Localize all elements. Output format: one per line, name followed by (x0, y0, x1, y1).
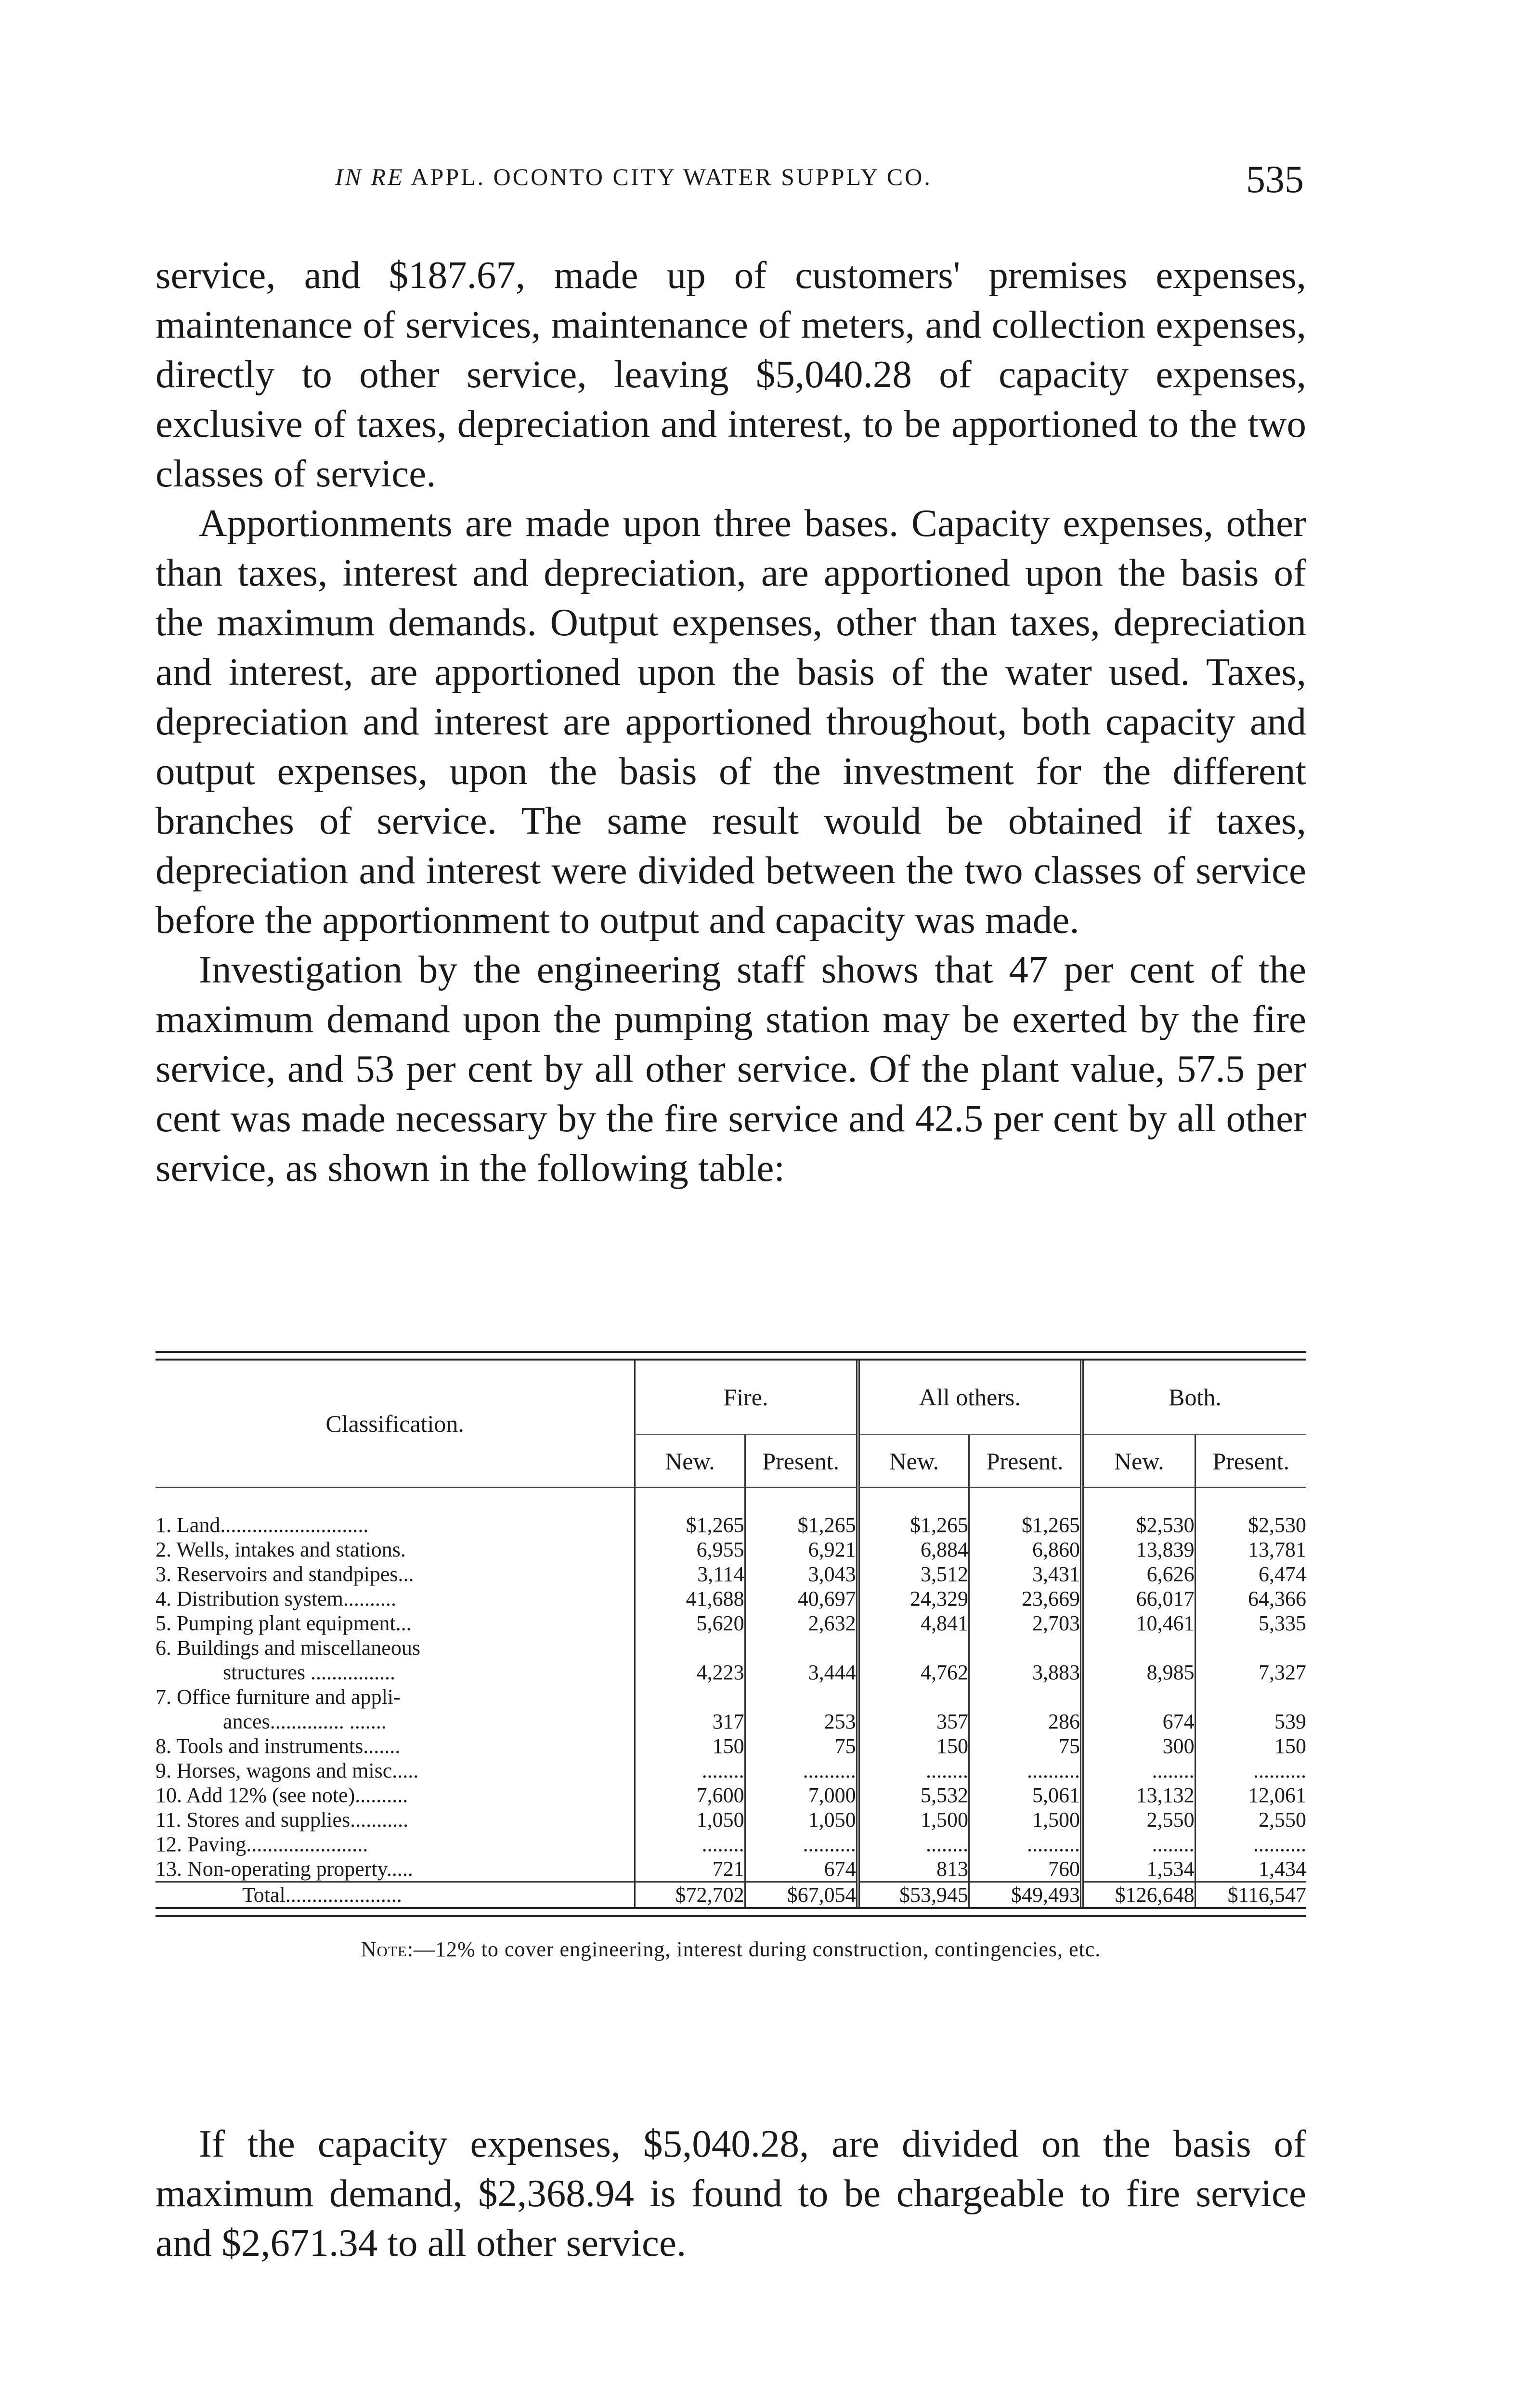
table-row (156, 1636, 1306, 1660)
table-row (156, 1586, 1306, 1611)
cell-others-present: 760 (969, 1857, 1082, 1882)
plant-value-table (156, 1351, 1306, 1962)
running-header (335, 163, 1298, 191)
total-both-new: $126,648 (1082, 1882, 1195, 1908)
cell-both-new: 2,550 (1082, 1807, 1195, 1832)
table-row (156, 1857, 1306, 1882)
cell-both-new: 10,461 (1082, 1611, 1195, 1636)
cell-others-new: 24,329 (858, 1586, 969, 1611)
paragraph-3: Investigation by the engineering staff shows that 47 per cent of the maximum demand upon the pumping station may be exerted by the fire service, and 53 per cent by all other service. Of the plant value, 57.5 per cent was made necessary by the fire service and 42.5 per cent by all other service, as shown in the following table: (156, 948, 1306, 1190)
cell-others-present: 75 (969, 1734, 1082, 1758)
data-table (156, 1361, 1306, 1907)
cell-both-present: $2,530 (1195, 1513, 1306, 1537)
header-title: APPL. OCONTO CITY WATER SUPPLY CO. (411, 163, 932, 190)
total-others-new: $53,945 (858, 1882, 969, 1908)
cell-both-present: 6,474 (1195, 1562, 1306, 1586)
group-all-others: All others. (858, 1361, 1082, 1435)
cell-others-present: 2,703 (969, 1611, 1082, 1636)
cell-fire-present: 3,444 (745, 1660, 857, 1685)
total-label: Total...................... (156, 1882, 635, 1908)
table-row (156, 1832, 1306, 1857)
row-label: 4. Distribution system.......... (156, 1587, 396, 1610)
cell-fire-present: 1,050 (745, 1807, 857, 1832)
fire-present-header: Present. (745, 1435, 857, 1488)
cell-both-present: 64,366 (1195, 1586, 1306, 1611)
cell-others-present: .......... (969, 1832, 1082, 1857)
table-top-rule (156, 1351, 1306, 1361)
cell-others-present: 6,860 (969, 1537, 1082, 1562)
cell-others-present: 23,669 (969, 1586, 1082, 1611)
cell-both-present: 7,327 (1195, 1660, 1306, 1685)
cell-both-new: 66,017 (1082, 1586, 1195, 1611)
cell-both-new: 6,626 (1082, 1562, 1195, 1586)
total-fire-new: $72,702 (635, 1882, 745, 1908)
cell-fire-new: 5,620 (635, 1611, 745, 1636)
cell-fire-new: 4,223 (635, 1660, 745, 1685)
cell-fire-present: 253 (745, 1709, 857, 1734)
cell-others-new: ........ (858, 1758, 969, 1783)
cell-fire-new: 3,114 (635, 1562, 745, 1586)
cell-others-new: 357 (858, 1709, 969, 1734)
cell-others-new: 6,884 (858, 1537, 969, 1562)
cell-both-present: 12,061 (1195, 1783, 1306, 1807)
page-number: 535 (1246, 158, 1304, 201)
row-label: 12. Paving....................... (156, 1832, 368, 1856)
cell-fire-present: 40,697 (745, 1586, 857, 1611)
row-label-continued: ances.............. ....... (223, 1710, 387, 1733)
cell-fire-new: 41,688 (635, 1586, 745, 1611)
cell-both-present: 2,550 (1195, 1807, 1306, 1832)
header-italic: IN RE (335, 163, 404, 190)
table-note (156, 1937, 1306, 1962)
cell-others-present: 5,061 (969, 1783, 1082, 1807)
cell-both-present: .......... (1195, 1758, 1306, 1783)
cell-fire-new: 6,955 (635, 1537, 745, 1562)
others-present-header: Present. (969, 1435, 1082, 1488)
table-bottom-rule (156, 1907, 1306, 1917)
row-label: 5. Pumping plant equipment... (156, 1611, 412, 1635)
table-row (156, 1758, 1306, 1783)
closing-paragraph: If the capacity expenses, $5,040.28, are divided on the basis of maximum demand, $2,368.94 is found to be chargeable to fire service and $2,671.34 to all other service. (156, 2122, 1306, 2264)
cell-both-new: 13,839 (1082, 1537, 1195, 1562)
note-text: —12% to cover engineering, interest during construction, contingencies, etc. (413, 1937, 1101, 1961)
cell-fire-present: 2,632 (745, 1611, 857, 1636)
cell-others-present: 1,500 (969, 1807, 1082, 1832)
total-others-present: $49,493 (969, 1882, 1082, 1908)
cell-both-new: 1,534 (1082, 1857, 1195, 1882)
cell-fire-present: 3,043 (745, 1562, 857, 1586)
cell-others-new: 4,762 (858, 1660, 969, 1685)
row-label: 2. Wells, intakes and stations. (156, 1538, 406, 1561)
closing-text (156, 2119, 1306, 2268)
table-row (156, 1562, 1306, 1586)
cell-others-present: .......... (969, 1758, 1082, 1783)
cell-fire-new: $1,265 (635, 1513, 745, 1537)
row-label: 11. Stores and supplies........... (156, 1808, 409, 1832)
row-label: 8. Tools and instruments....... (156, 1734, 401, 1758)
cell-others-new: 5,532 (858, 1783, 969, 1807)
cell-others-new: 4,841 (858, 1611, 969, 1636)
cell-others-new: 3,512 (858, 1562, 969, 1586)
row-label: 13. Non-operating property..... (156, 1857, 413, 1881)
others-new-header: New. (858, 1435, 969, 1488)
table-row (156, 1685, 1306, 1709)
cell-fire-new: 317 (635, 1709, 745, 1734)
cell-others-new: 1,500 (858, 1807, 969, 1832)
cell-others-new: ........ (858, 1832, 969, 1857)
cell-both-new: ........ (1082, 1832, 1195, 1857)
cell-others-present: 3,431 (969, 1562, 1082, 1586)
table-row (156, 1537, 1306, 1562)
cell-both-present: .......... (1195, 1832, 1306, 1857)
total-fire-present: $67,054 (745, 1882, 857, 1908)
cell-both-present: 150 (1195, 1734, 1306, 1758)
cell-fire-new: 7,600 (635, 1783, 745, 1807)
total-both-present: $116,547 (1195, 1882, 1306, 1908)
row-label: 10. Add 12% (see note).......... (156, 1783, 408, 1807)
body-text (156, 250, 1306, 1193)
cell-others-new: $1,265 (858, 1513, 969, 1537)
cell-others-new: 150 (858, 1734, 969, 1758)
cell-fire-new: 150 (635, 1734, 745, 1758)
cell-both-present: 13,781 (1195, 1537, 1306, 1562)
cell-both-present: 539 (1195, 1709, 1306, 1734)
row-label: 6. Buildings and miscellaneous (156, 1636, 420, 1660)
table-row (156, 1660, 1306, 1685)
table-row (156, 1709, 1306, 1734)
row-label: 1. Land............................ (156, 1513, 369, 1537)
row-label: 7. Office furniture and appli- (156, 1685, 401, 1709)
fire-new-header: New. (635, 1435, 745, 1488)
note-label: Note: (361, 1937, 414, 1961)
classification-header: Classification. (325, 1410, 464, 1437)
cell-others-present: 286 (969, 1709, 1082, 1734)
cell-both-new: $2,530 (1082, 1513, 1195, 1537)
cell-fire-present: 7,000 (745, 1783, 857, 1807)
cell-others-new: 813 (858, 1857, 969, 1882)
cell-both-new: 674 (1082, 1709, 1195, 1734)
cell-fire-present: .......... (745, 1758, 857, 1783)
cell-fire-new: 1,050 (635, 1807, 745, 1832)
cell-both-new: 8,985 (1082, 1660, 1195, 1685)
group-both: Both. (1082, 1361, 1306, 1435)
cell-fire-present: .......... (745, 1832, 857, 1857)
cell-fire-present: $1,265 (745, 1513, 857, 1537)
cell-others-present: 3,883 (969, 1660, 1082, 1685)
row-label: 9. Horses, wagons and misc..... (156, 1759, 419, 1782)
table-row (156, 1513, 1306, 1537)
cell-fire-present: 75 (745, 1734, 857, 1758)
cell-fire-present: 674 (745, 1857, 857, 1882)
table-row (156, 1807, 1306, 1832)
cell-both-present: 5,335 (1195, 1611, 1306, 1636)
group-fire: Fire. (635, 1361, 858, 1435)
total-row (156, 1882, 1306, 1908)
row-label-continued: structures ................ (223, 1661, 396, 1684)
row-label: 3. Reservoirs and standpipes... (156, 1562, 414, 1586)
cell-fire-present: 6,921 (745, 1537, 857, 1562)
table-row (156, 1783, 1306, 1807)
cell-both-present: 1,434 (1195, 1857, 1306, 1882)
paragraph-2: Apportionments are made upon three bases. Capacity expenses, other than taxes, interest and depreciation, are apportioned upon the basis of the maximum demands. Output expenses, other than taxes, depreciation and interest, are apportioned upon the basis of the water used. Taxes, depreciation and interest are apportioned throughout, both capacity and output expenses, upon the basis of the investment for the different branches of service. The same result would be obtained if taxes, depreciation and interest were divided between the two classes of service before the apportionment to output and capacity was made. (156, 501, 1306, 942)
cell-both-new: 13,132 (1082, 1783, 1195, 1807)
table-row (156, 1734, 1306, 1758)
cell-fire-new: 721 (635, 1857, 745, 1882)
both-new-header: New. (1082, 1435, 1195, 1488)
paragraph-1: service, and $187.67, made up of customers' premises expenses, maintenance of services, maintenance of meters, and collection expenses, directly to other service, leaving $5,040.28 of capacity expenses, exclusive of taxes, depreciation and interest, to be apportioned to the two classes of service. (156, 253, 1306, 495)
cell-fire-new: ........ (635, 1758, 745, 1783)
cell-both-new: 300 (1082, 1734, 1195, 1758)
cell-others-present: $1,265 (969, 1513, 1082, 1537)
table-row (156, 1611, 1306, 1636)
cell-both-new: ........ (1082, 1758, 1195, 1783)
both-present-header: Present. (1195, 1435, 1306, 1488)
cell-fire-new: ........ (635, 1832, 745, 1857)
